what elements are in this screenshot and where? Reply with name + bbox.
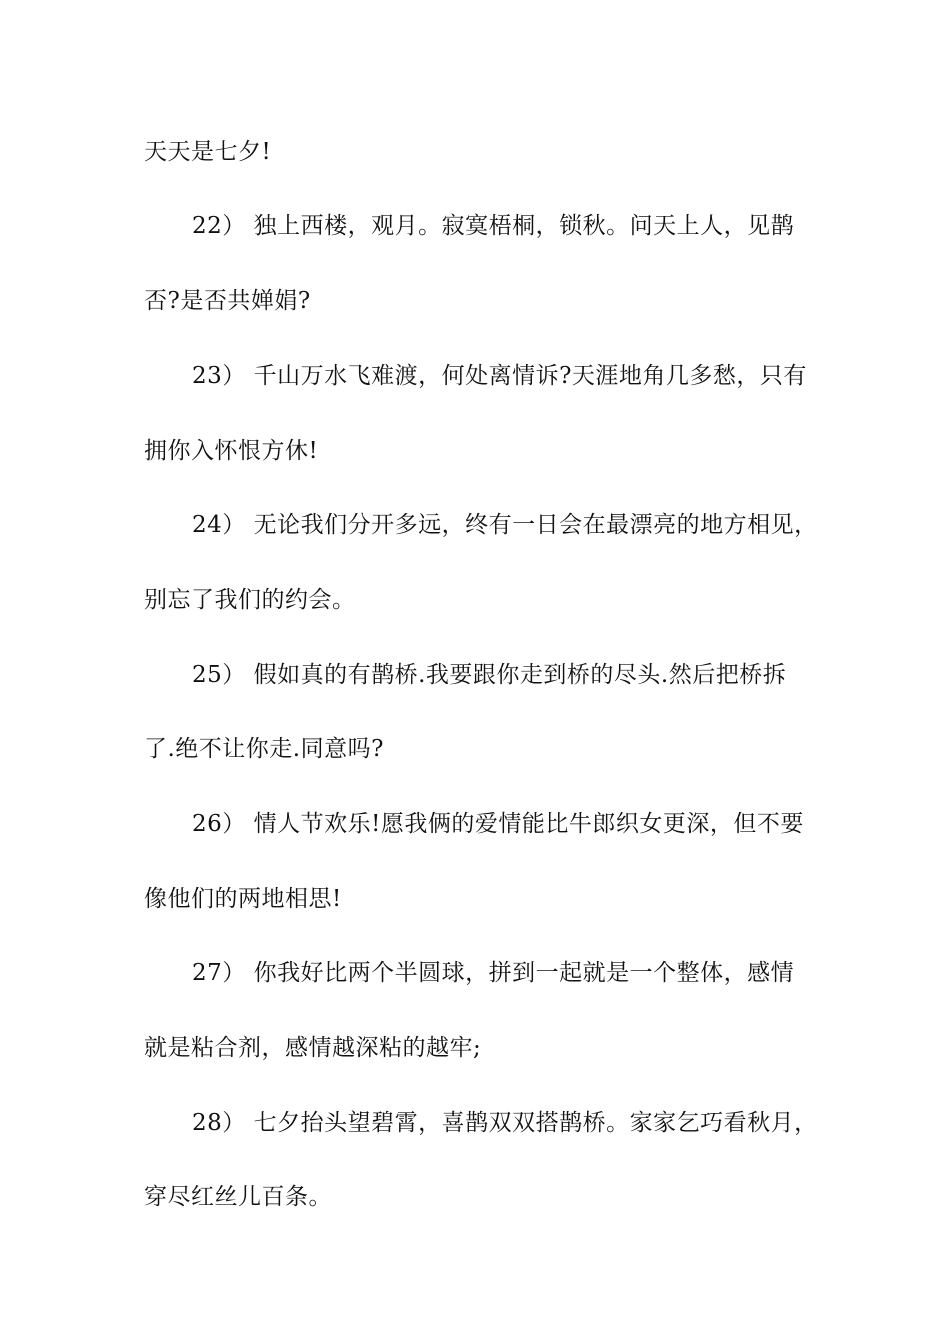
text-line-14: 28） 七夕抬头望碧霄，喜鹊双双搭鹊桥。家家乞巧看秋月， [192, 1110, 818, 1136]
text-line-5: 拥你入怀恨方休! [144, 438, 319, 464]
text-line-1: 天天是七夕! [144, 139, 272, 165]
text-line-13: 就是粘合剂，感情越深粘的越牢; [144, 1035, 482, 1061]
text-line-9: 了.绝不让你走.同意吗? [144, 736, 384, 762]
text-line-6: 24） 无论我们分开多远，终有一日会在最漂亮的地方相见， [192, 512, 818, 538]
text-line-7: 别忘了我们的约会。 [144, 587, 356, 613]
text-line-4: 23） 千山万水飞难渡，何处离情诉?天涯地角几多愁，只有 [192, 363, 807, 389]
text-line-12: 27） 你我好比两个半圆球，拼到一起就是一个整体，感情 [192, 960, 795, 986]
text-line-8: 25） 假如真的有鹊桥.我要跟你走到桥的尽头.然后把桥拆 [192, 662, 787, 688]
text-line-11: 像他们的两地相思! [144, 886, 342, 912]
text-line-10: 26） 情人节欢乐!愿我俩的爱情能比牛郎织女更深，但不要 [192, 811, 804, 837]
text-line-3: 否?是否共婵娟? [144, 288, 311, 314]
text-line-2: 22） 独上西楼，观月。寂寞梧桐，锁秋。问天上人，见鹊 [192, 213, 795, 239]
text-line-15: 穿尽红丝儿百条。 [144, 1184, 332, 1210]
